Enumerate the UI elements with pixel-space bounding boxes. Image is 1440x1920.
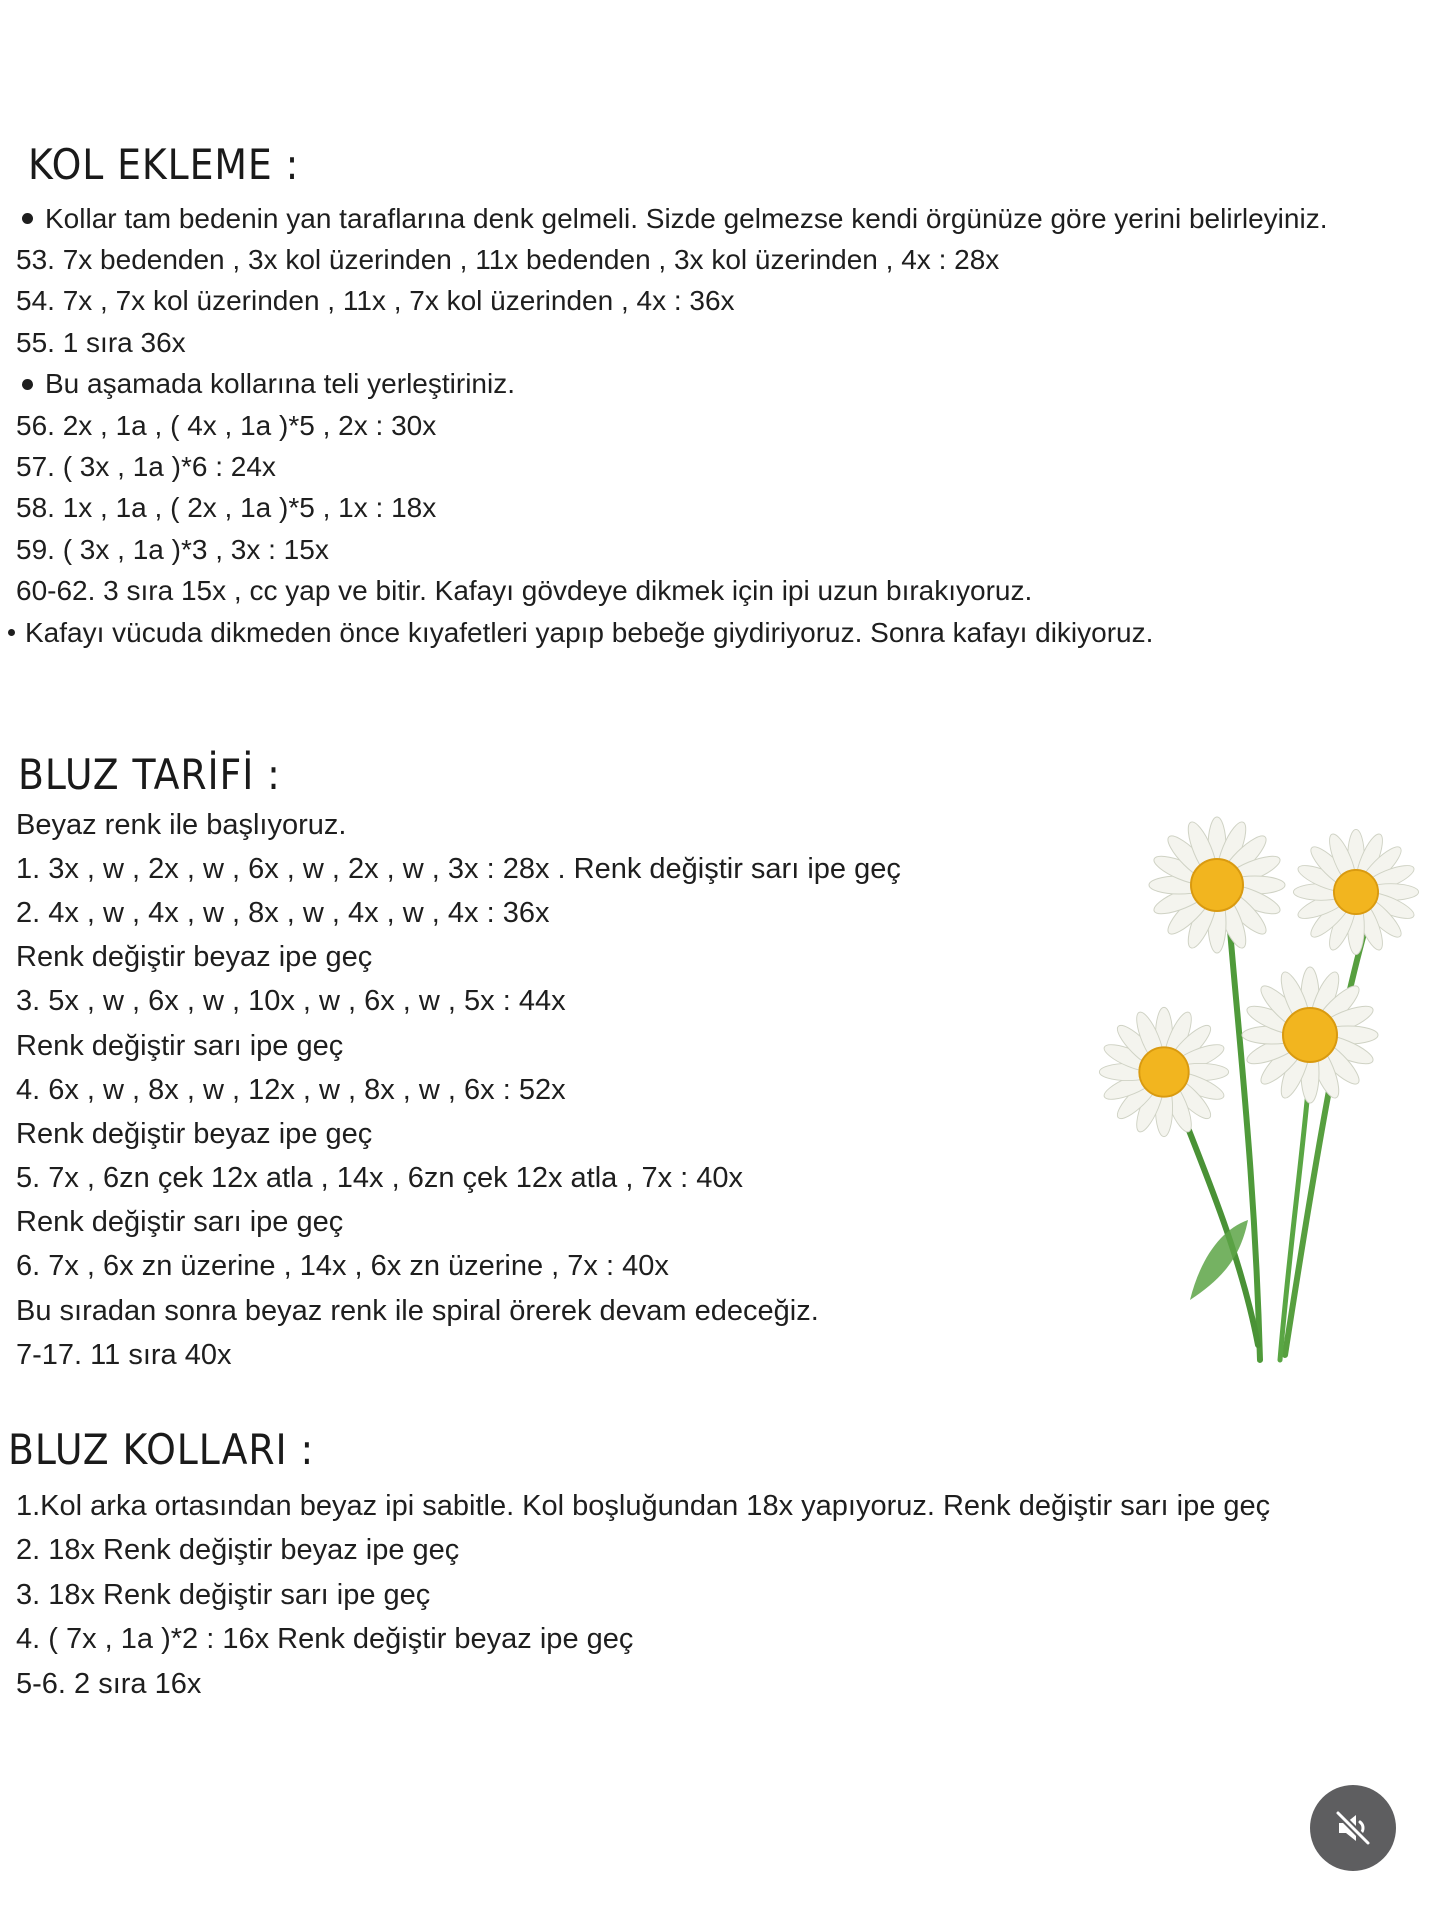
instruction-line: 3. 18x Renk değiştir sarı ipe geç xyxy=(16,1578,431,1611)
instruction-line: 59. ( 3x , 1a )*3 , 3x : 15x xyxy=(16,533,329,565)
instruction-line: 58. 1x , 1a , ( 2x , 1a )*5 , 1x : 18x xyxy=(16,492,437,524)
instruction-line: 60-62. 3 sıra 15x , cc yap ve bitir. Kafayı gövdeye dikmek için ipi uzun bırakıyoruz. xyxy=(16,575,1033,607)
bluz-tarifi-section xyxy=(16,803,901,1377)
instruction-line: 5-6. 2 sıra 16x xyxy=(16,1667,202,1700)
bluz-kollari-section xyxy=(16,1484,1270,1707)
bullet-icon xyxy=(8,629,15,636)
instruction-line: 2. 18x Renk değiştir beyaz ipe geç xyxy=(16,1534,460,1567)
instruction-line: 4. ( 7x , 1a )*2 : 16x Renk değiştir beyaz ipe geç xyxy=(16,1623,634,1656)
instruction-line: 57. ( 3x , 1a )*6 : 24x xyxy=(16,451,276,483)
speaker-muted-icon xyxy=(1331,1806,1375,1850)
instruction-line: 4. 6x , w , 8x , w , 12x , w , 8x , w , 6x : 52x xyxy=(16,1073,566,1106)
instruction-line: 3. 5x , w , 6x , w , 10x , w , 6x , w , 5x : 44x xyxy=(16,985,566,1018)
instruction-line: 7-17. 11 sıra 40x xyxy=(16,1338,232,1371)
instruction-line: Renk değiştir sarı ipe geç xyxy=(16,1029,344,1062)
instruction-line: 1. 3x , w , 2x , w , 6x , w , 2x , w , 3x : 28x . Renk değiştir sarı ipe geç xyxy=(16,852,901,885)
kol-ekleme-section xyxy=(16,198,1327,653)
bullet-icon xyxy=(22,379,33,390)
instruction-line: 53. 7x bedenden , 3x kol üzerinden , 11x bedenden , 3x kol üzerinden , 4x : 28x xyxy=(16,244,1000,276)
mute-button[interactable] xyxy=(1310,1785,1396,1871)
daisy-bouquet-illustration xyxy=(1080,800,1440,1380)
bullet-icon xyxy=(22,213,33,224)
instruction-line: Renk değiştir beyaz ipe geç xyxy=(16,1117,373,1150)
instruction-line: 1.Kol arka ortasından beyaz ipi sabitle. Kol boşluğundan 18x yapıyoruz. Renk değiştir sarı ipe geç xyxy=(16,1489,1271,1522)
instruction-line: 56. 2x , 1a , ( 4x , 1a )*5 , 2x : 30x xyxy=(16,409,437,441)
heading-kol-ekleme: KOL EKLEME : xyxy=(28,140,300,189)
instruction-line: 6. 7x , 6x zn üzerine , 14x , 6x zn üzerine , 7x : 40x xyxy=(16,1250,669,1283)
heading-bluz-tarifi: BLUZ TARİFİ : xyxy=(18,750,281,799)
instruction-line: Bu sıradan sonra beyaz renk ile spiral örerek devam edeceğiz. xyxy=(16,1294,819,1327)
instruction-line: 54. 7x , 7x kol üzerinden , 11x , 7x kol üzerinden , 4x : 36x xyxy=(16,285,735,317)
instruction-line: Kollar tam bedenin yan taraflarına denk gelmeli. Sizde gelmezse kendi örgünüze göre yerini belirleyiniz. xyxy=(16,198,1327,239)
instruction-line: 55. 1 sıra 36x xyxy=(16,326,186,358)
instruction-line: 5. 7x , 6zn çek 12x atla , 14x , 6zn çek 12x atla , 7x : 40x xyxy=(16,1162,744,1195)
instruction-line: Renk değiştir beyaz ipe geç xyxy=(16,941,373,974)
instruction-line: Kafayı vücuda dikmeden önce kıyafetleri yapıp bebeğe giydiriyoruz. Sonra kafayı dikiyoruz. xyxy=(8,612,1327,653)
instruction-line: Bu aşamada kollarına teli yerleştiriniz. xyxy=(16,364,1327,405)
instruction-line: Beyaz renk ile başlıyoruz. xyxy=(16,808,347,841)
instruction-line: 2. 4x , w , 4x , w , 8x , w , 4x , w , 4x : 36x xyxy=(16,896,550,929)
instruction-line: Renk değiştir sarı ipe geç xyxy=(16,1206,344,1239)
heading-bluz-kollari: BLUZ KOLLARI : xyxy=(8,1425,315,1474)
